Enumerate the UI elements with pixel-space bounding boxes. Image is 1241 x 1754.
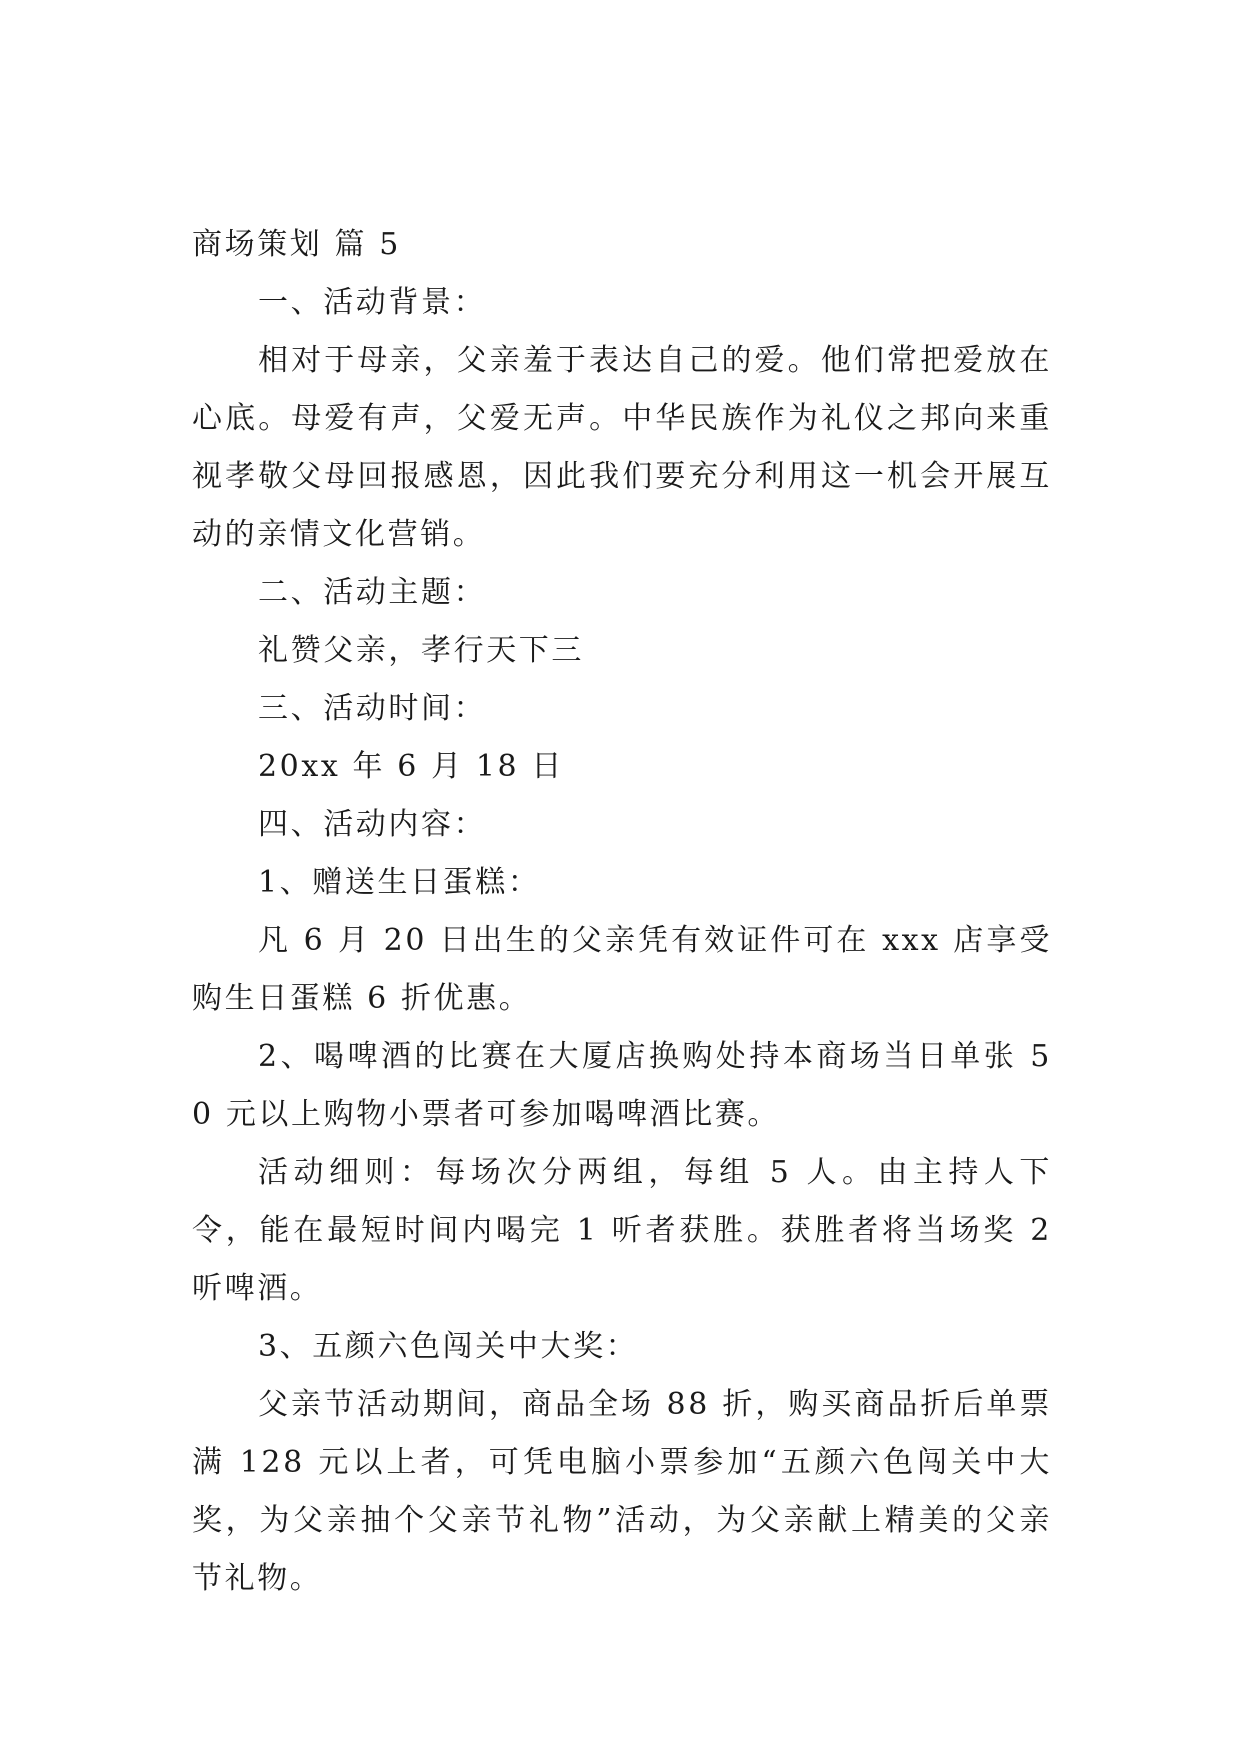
- section-heading-content: 四、活动内容：: [258, 807, 487, 842]
- section-heading-background: 一、活动背景：: [258, 285, 487, 320]
- document-body: [192, 216, 1052, 1608]
- item-heading-cake: 1、赠送生日蛋糕：: [258, 865, 541, 900]
- paragraph-cake: 凡 6 月 20 日出生的父亲凭有效证件可在 xxx 店享受购生日蛋糕 6 折优惠。: [192, 923, 1052, 1016]
- paragraph-prize: 父亲节活动期间，商品全场 88 折，购买商品折后单票满 128 元以上者，可凭电脑小票参加“五颜六色闯关中大奖，为父亲抽个父亲节礼物”活动，为父亲献上精美的父亲节礼物。: [192, 1387, 1052, 1596]
- paragraph-background: 相对于母亲，父亲羞于表达自己的爱。他们常把爱放在心底。母爱有声，父爱无声。中华民族作为礼仪之邦向来重视孝敬父母回报感恩，因此我们要充分利用这一机会开展互动的亲情文化营销。: [192, 343, 1052, 552]
- section-heading-theme: 二、活动主题：: [258, 575, 487, 610]
- item-heading-prize: 3、五颜六色闯关中大奖：: [258, 1329, 639, 1364]
- paragraph-theme: 礼赞父亲，孝行天下三: [258, 633, 584, 668]
- document-title: 商场策划 篇 5: [192, 227, 401, 262]
- section-heading-time: 三、活动时间：: [258, 691, 487, 726]
- paragraph-time: 20xx 年 6 月 18 日: [258, 749, 564, 784]
- paragraph-beer-contest: 2、喝啤酒的比赛在大厦店换购处持本商场当日单张 50 元以上购物小票者可参加喝啤酒比赛。: [192, 1039, 1052, 1132]
- paragraph-beer-rules: 活动细则：每场次分两组，每组 5 人。由主持人下令，能在最短时间内喝完 1 听者获胜。获胜者将当场奖 2 听啤酒。: [192, 1155, 1052, 1306]
